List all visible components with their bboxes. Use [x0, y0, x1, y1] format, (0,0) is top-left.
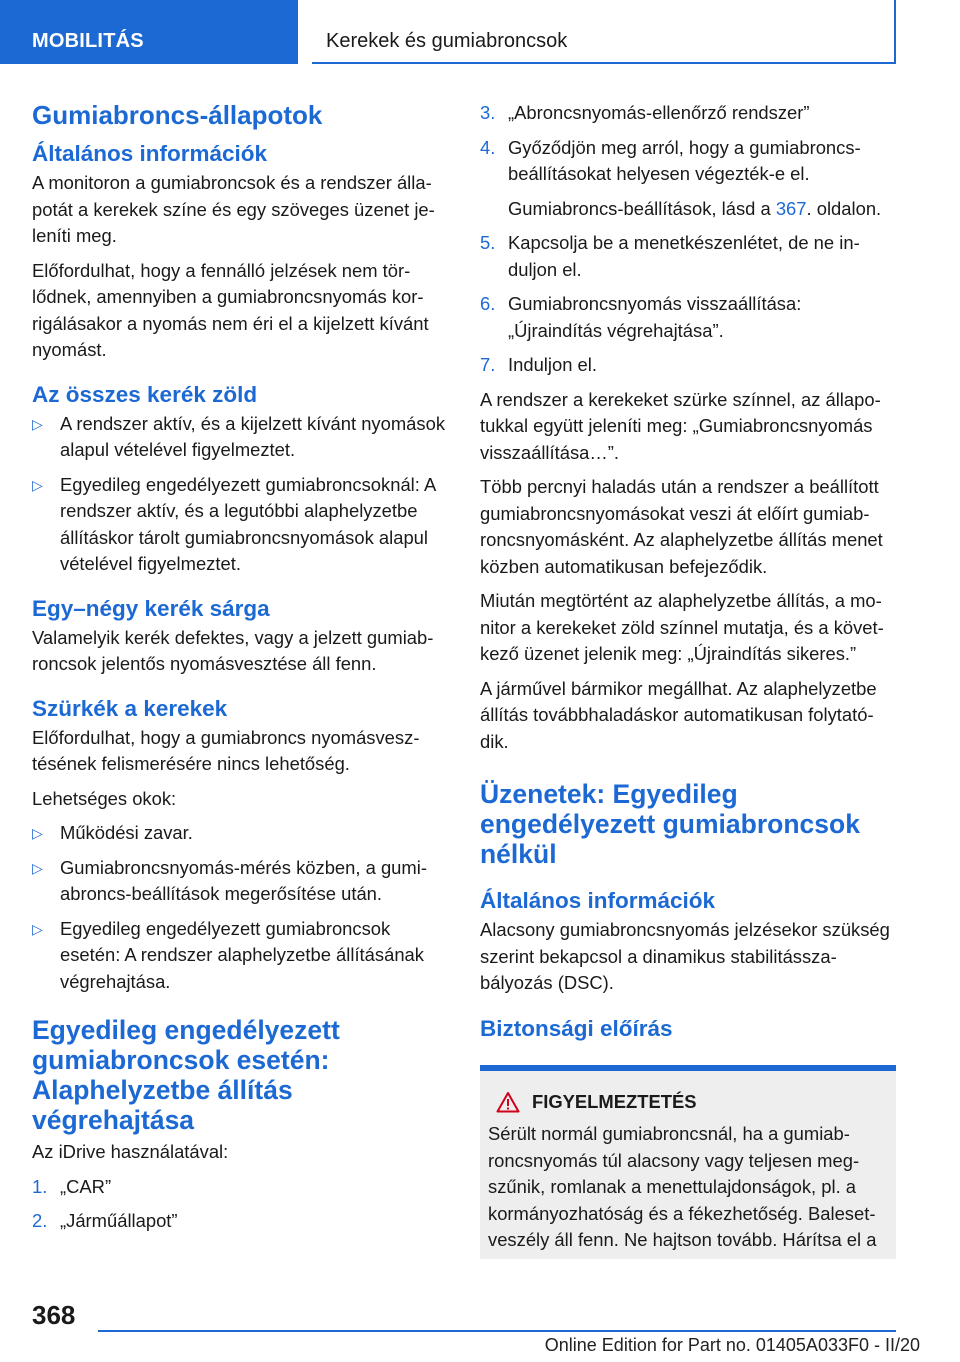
step-text: Gumiabroncsnyomás visszaállítása: „Újraindítás végrehajtása”.: [508, 293, 802, 341]
warning-triangle-icon: [496, 1091, 520, 1113]
section-title: MOBILITÁS: [32, 30, 144, 52]
general-paragraph-1: A monitoron a gumiabroncsok és a rendszer állapotát a kerekek színe és egy szöveges üzenet jeleníti meg.: [32, 172, 435, 246]
step-item: [32, 1208, 447, 1235]
step-number: 2.: [32, 1210, 48, 1231]
green-list: [32, 411, 447, 578]
list-item: ▷ Működési zavar.: [32, 820, 447, 847]
green-heading: Az összes kerék zöld: [32, 381, 258, 407]
step-item: [480, 100, 896, 127]
right-paragraph-4: A járművel bármikor megállhat. Az alaphelyzetbe állítás továbbhaladáskor automatikusan folytatódik.: [480, 677, 877, 752]
messages-heading: Üzenetek: Egyedileg engedélyezett gumiabroncsok nélkül: [480, 779, 860, 869]
list-item: ▷ Egyedileg engedélyezett gumiabroncsok esetén: A rendszer alaphelyzetbe állításának végrehajtása.: [32, 916, 447, 996]
right-paragraph-1: A rendszer a kerekeket szürke színnel, az állapotukkal együtt jeleníti meg: „Gumiabroncsnyomás visszaállítása…”.: [480, 388, 881, 463]
step-reference: [508, 196, 896, 223]
reference-text: Gumiabroncs-beállítások, lásd a: [508, 197, 776, 219]
gray-heading: Szürkék a kerekek: [32, 695, 228, 721]
list-item: ▷ A rendszer aktív, és a kijelzett kívánt nyomások alapul vételével figyelmeztet.: [32, 411, 447, 464]
step-text: Induljon el.: [508, 354, 597, 375]
yellow-paragraph: Valamelyik kerék defektes, vagy a jelzett gumiabroncsok jelentős nyomásvesztése áll fenn.: [32, 626, 434, 674]
chapter-header: [312, 0, 896, 64]
reset-intro: Az iDrive használatával:: [32, 1141, 229, 1162]
step-item: [480, 291, 896, 344]
step-number: 1.: [32, 1175, 48, 1197]
step-item: [32, 1174, 447, 1201]
step-item: [480, 230, 896, 283]
messages-general-paragraph: Alacsony gumiabroncsnyomás jelzésekor szükség szerint bekapcsol a dinamikus stabilitásszabályozás (DSC).: [480, 919, 890, 993]
reset-heading: Egyedileg engedélyezett gumiabroncsok esetén: Alaphelyzetbe állítás végrehajtása: [32, 1015, 340, 1135]
page-title: Gumiabroncs-állapotok: [32, 100, 323, 130]
safety-heading: Biztonsági előírás: [480, 1015, 673, 1041]
footer-divider: [98, 1330, 896, 1332]
section-tab: [0, 0, 298, 64]
step-number: 6.: [480, 293, 496, 314]
step-number: 7.: [480, 354, 496, 375]
left-column: [32, 100, 447, 1243]
reference-suffix: . oldalon.: [806, 197, 882, 219]
general-paragraph-2: Előfordulhat, hogy a fennálló jelzések nem törlődnek, amennyiben a gumiabroncsnyomás korrigálásakor a nyomás nem éri el a kijelzett kívánt nyomást.: [32, 259, 429, 360]
chapter-title: Kerekek és gumiabroncsok: [326, 30, 568, 52]
step-number: 5.: [480, 232, 496, 253]
list-item: ▷ Egyedileg engedélyezett gumiabroncsoknál: A rendszer aktív, és a legutóbbi alaphelyzetbe állításkor tárolt gumiabroncsnyomások alapul vételével figyelmeztet.: [32, 472, 447, 578]
step-number: 4.: [480, 136, 496, 158]
messages-general-heading: Általános információk: [480, 888, 716, 913]
steps-list-left: [32, 1174, 447, 1235]
gray-list: [32, 820, 447, 995]
page-link-367[interactable]: 367: [775, 197, 807, 219]
step-text: „Járműállapot”: [60, 1210, 178, 1231]
page-number: 368: [32, 1300, 76, 1330]
footer-edition: Online Edition for Part no. 01405A033F0 - II/20: [544, 1335, 920, 1355]
step-item: [480, 352, 896, 379]
warning-text: Sérült normál gumiabroncsnál, ha a gumiabroncsnyomás túl alacsony vagy teljesen megszűnik, romlanak a menettulajdonságok, pl. a kormányozhatóság és a fékezhetőség. Balesetveszély áll fenn. Ne hajtson tovább. Hárítsa el a: [488, 1123, 877, 1250]
right-column: [480, 100, 896, 1259]
step-item: [480, 135, 896, 223]
gray-paragraph-2: Lehetséges okok:: [32, 787, 177, 809]
warning-title: FIGYELMEZTETÉS: [532, 1090, 697, 1112]
right-paragraph-3: Miután megtörtént az alaphelyzetbe állítás, a monitor a kerekeket zöld színnel mutatja, és a következő üzenet jelenik meg: „Újraindítás sikeres.”: [480, 590, 884, 664]
list-item: ▷ Gumiabroncsnyomás-mérés közben, a gumiabroncs-beállítások megerősítése után.: [32, 855, 447, 908]
gray-paragraph-1: Előfordulhat, hogy a gumiabroncs nyomásvesztésének felismerésére nincs lehetőség.: [32, 726, 420, 774]
yellow-heading: Egy–négy kerék sárga: [32, 595, 270, 621]
right-paragraph-2: Több percnyi haladás után a rendszer a beállított gumiabroncsnyomásokat veszi át előírt gumiabroncsnyomásként. Az alaphelyzetbe állítás menet közben automatikusan befejeződik.: [480, 476, 883, 577]
step-text: „Abroncsnyomás-ellenőrző rendszer”: [508, 102, 810, 123]
step-text: Győződjön meg arról, hogy a gumiabroncs-beállításokat helyesen végezték-e el.: [508, 136, 861, 184]
warning-box: [480, 1065, 896, 1259]
step-text: Kapcsolja be a menetkészenlétet, de ne induljon el.: [508, 232, 860, 280]
step-text: „CAR”: [60, 1175, 112, 1197]
steps-list-right: [480, 100, 896, 379]
warning-title-row: [496, 1089, 888, 1116]
step-number: 3.: [480, 102, 496, 123]
general-heading: Általános információk: [32, 141, 268, 166]
